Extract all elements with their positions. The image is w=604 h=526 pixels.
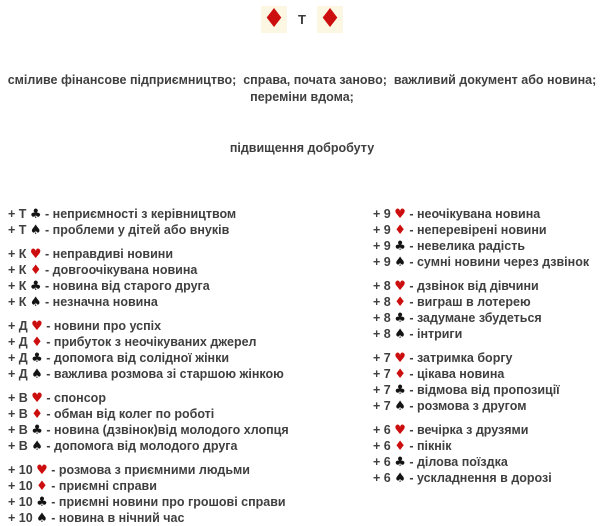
combination-meaning: - розмова з другом [405, 399, 527, 413]
card-combination-row [8, 278, 373, 294]
combination-columns [0, 206, 604, 526]
combination-rank: + Д [8, 351, 32, 365]
combination-rank: + Д [8, 367, 32, 381]
combination-meaning: - задумане збудеться [405, 311, 542, 325]
summary-line-1: сміливе фінансове підприємництво; справа, почата заново; важливий документ або новина; переміни вдома; [7, 73, 604, 104]
heart-icon: ♥ [394, 207, 406, 222]
card-group [8, 462, 373, 526]
combination-rank: + 7 [373, 367, 395, 381]
spade-icon: ♠ [29, 223, 42, 238]
combination-rank: + 6 [373, 471, 395, 485]
card-group [373, 206, 604, 270]
combination-rank: + 6 [373, 423, 395, 437]
card-combination-row [373, 398, 604, 414]
combination-rank: + К [8, 263, 30, 277]
combination-meaning: - новина в нічний час [47, 511, 185, 525]
combination-meaning: - допомога від солідної жінки [42, 351, 230, 365]
combination-rank: + 10 [8, 495, 37, 509]
card-combination-row [8, 422, 373, 438]
diamond-icon: ♦ [318, 4, 342, 34]
combination-rank: + 6 [373, 439, 395, 453]
combination-rank: + В [8, 439, 32, 453]
card-combination-row [373, 278, 604, 294]
combination-meaning: - проблеми у дітей або внуків [41, 223, 230, 237]
card-combination-row [8, 438, 373, 454]
club-icon: ♣ [29, 207, 42, 222]
card-combination-row [8, 510, 373, 526]
card-group [8, 206, 373, 238]
diamond-icon: ♦ [31, 335, 43, 350]
heart-icon: ♥ [36, 463, 48, 478]
card-combination-row [8, 494, 373, 510]
card-combination-row [373, 470, 604, 486]
club-icon: ♣ [394, 311, 406, 326]
spade-icon: ♠ [394, 399, 406, 414]
club-icon: ♣ [394, 239, 406, 254]
combination-meaning: - сумні новини через дзвінок [405, 255, 590, 269]
spade-icon: ♠ [394, 255, 406, 270]
combination-rank: + Д [8, 319, 32, 333]
heart-icon: ♥ [394, 279, 406, 294]
combination-meaning: - неперевірені новини [405, 223, 547, 237]
card-combination-row [373, 326, 604, 342]
club-icon: ♣ [394, 383, 406, 398]
heart-icon: ♥ [394, 423, 406, 438]
card-combination-row [8, 366, 373, 382]
combination-rank: + К [8, 295, 30, 309]
combination-meaning: - неочікувана новина [405, 207, 541, 221]
summary-line-2: підвищення добробуту [229, 141, 375, 155]
card-combination-row [8, 222, 373, 238]
combination-meaning: - обман від колег по роботі [42, 407, 215, 421]
combination-rank: + 10 [8, 479, 37, 493]
card-combination-row [373, 454, 604, 470]
card-combination-row [8, 262, 373, 278]
combination-meaning: - дзвінок від дівчини [405, 279, 539, 293]
spade-icon: ♠ [29, 295, 42, 310]
diamond-icon: ♦ [29, 263, 42, 278]
combination-rank: + Т [8, 223, 30, 237]
combination-rank: + 7 [373, 399, 395, 413]
club-icon: ♣ [394, 455, 406, 470]
card-combination-row [8, 206, 373, 222]
card-combination-row [8, 246, 373, 262]
combination-rank: + 9 [373, 255, 395, 269]
combination-rank: + 6 [373, 455, 395, 469]
combination-rank: + 10 [8, 463, 37, 477]
combination-meaning: - спонсор [42, 391, 106, 405]
card-combination-row [373, 238, 604, 254]
card-group [373, 278, 604, 342]
combination-rank: + К [8, 279, 30, 293]
combination-rank: + 7 [373, 351, 395, 365]
page-title [0, 0, 604, 34]
spade-icon: ♠ [31, 439, 43, 454]
card-combination-row [373, 366, 604, 382]
card-combination-row [373, 382, 604, 398]
combination-rank: + 9 [373, 239, 395, 253]
card-combination-row [8, 318, 373, 334]
combination-rank: + 9 [373, 223, 395, 237]
card-combination-row [8, 334, 373, 350]
card-group [373, 422, 604, 486]
card-combination-row [8, 478, 373, 494]
spade-icon: ♠ [394, 471, 406, 486]
card-combination-row [373, 350, 604, 366]
combination-rank: + 8 [373, 279, 395, 293]
heart-icon: ♥ [31, 319, 43, 334]
combination-rank: + Д [8, 335, 32, 349]
heart-icon: ♥ [31, 391, 43, 406]
diamond-icon: ♦ [262, 4, 286, 34]
card-combination-row [8, 462, 373, 478]
spade-icon: ♠ [36, 511, 48, 526]
combination-meaning: - вечірка з друзями [405, 423, 529, 437]
left-column [8, 206, 373, 526]
combination-rank: + 9 [373, 207, 395, 221]
heart-icon: ♥ [29, 247, 42, 262]
club-icon: ♣ [31, 423, 43, 438]
club-icon: ♣ [29, 279, 42, 294]
card-combination-row [373, 422, 604, 438]
card-combination-row [8, 406, 373, 422]
combination-meaning: - відмова від пропозиції [405, 383, 560, 397]
card-group [8, 246, 373, 310]
combination-meaning: - новини про успіх [42, 319, 162, 333]
combination-rank: + 8 [373, 311, 395, 325]
card-combination-row [8, 390, 373, 406]
card-meaning-summary [0, 38, 604, 191]
combination-rank: + 8 [373, 327, 395, 341]
card-combination-row [373, 438, 604, 454]
combination-meaning: - неприємності з керівництвом [41, 207, 237, 221]
combination-rank: + В [8, 423, 32, 437]
card-combination-row [373, 254, 604, 270]
diamond-icon: ♦ [394, 439, 406, 454]
spade-icon: ♠ [31, 367, 43, 382]
combination-meaning: - пікнік [405, 439, 452, 453]
card-combination-row [373, 206, 604, 222]
combination-meaning: - неправдиві новини [41, 247, 174, 261]
right-column [373, 206, 604, 526]
club-icon: ♣ [36, 495, 48, 510]
combination-meaning: - довгоочікувана новина [41, 263, 198, 277]
diamond-icon: ♦ [394, 367, 406, 382]
diamond-icon: ♦ [31, 407, 43, 422]
combination-meaning: - допомога від молодого друга [42, 439, 238, 453]
title-rank: Т [298, 11, 306, 27]
card-group [373, 350, 604, 414]
combination-rank: + В [8, 391, 32, 405]
combination-meaning: - виграш в лотерею [405, 295, 531, 309]
combination-rank: + Т [8, 207, 30, 221]
combination-rank: + 10 [8, 511, 37, 525]
combination-meaning: - новина від старого друга [41, 279, 210, 293]
combination-meaning: - цікава новина [405, 367, 505, 381]
spade-icon: ♠ [394, 327, 406, 342]
card-combination-row [8, 294, 373, 310]
combination-meaning: - інтриги [405, 327, 463, 341]
card-group [8, 390, 373, 454]
combination-meaning: - затримка боргу [405, 351, 513, 365]
combination-meaning: - приємні справи [47, 479, 157, 493]
heart-icon: ♥ [394, 351, 406, 366]
diamond-icon: ♦ [36, 479, 48, 494]
combination-rank: + В [8, 407, 32, 421]
diamond-icon: ♦ [394, 295, 406, 310]
card-combination-row [8, 350, 373, 366]
combination-meaning: - важлива розмова зі старшою жінкою [42, 367, 284, 381]
combination-meaning: - приємні новини про грошові справи [47, 495, 286, 509]
combination-meaning: - новина (дзвінок)від молодого хлопця [42, 423, 289, 437]
card-combination-row [373, 222, 604, 238]
card-combination-row [373, 310, 604, 326]
combination-rank: + К [8, 247, 30, 261]
card-group [8, 318, 373, 382]
club-icon: ♣ [31, 351, 43, 366]
combination-meaning: - розмова з приємними людьми [47, 463, 250, 477]
combination-rank: + 8 [373, 295, 395, 309]
combination-meaning: - невелика радість [405, 239, 525, 253]
combination-meaning: - прибуток з неочікуваних джерел [42, 335, 257, 349]
combination-meaning: - ускладнення в дорозі [405, 471, 552, 485]
diamond-icon: ♦ [394, 223, 406, 238]
card-combination-row [373, 294, 604, 310]
combination-meaning: - ділова поїздка [405, 455, 508, 469]
combination-meaning: - незначна новина [41, 295, 158, 309]
combination-rank: + 7 [373, 383, 395, 397]
